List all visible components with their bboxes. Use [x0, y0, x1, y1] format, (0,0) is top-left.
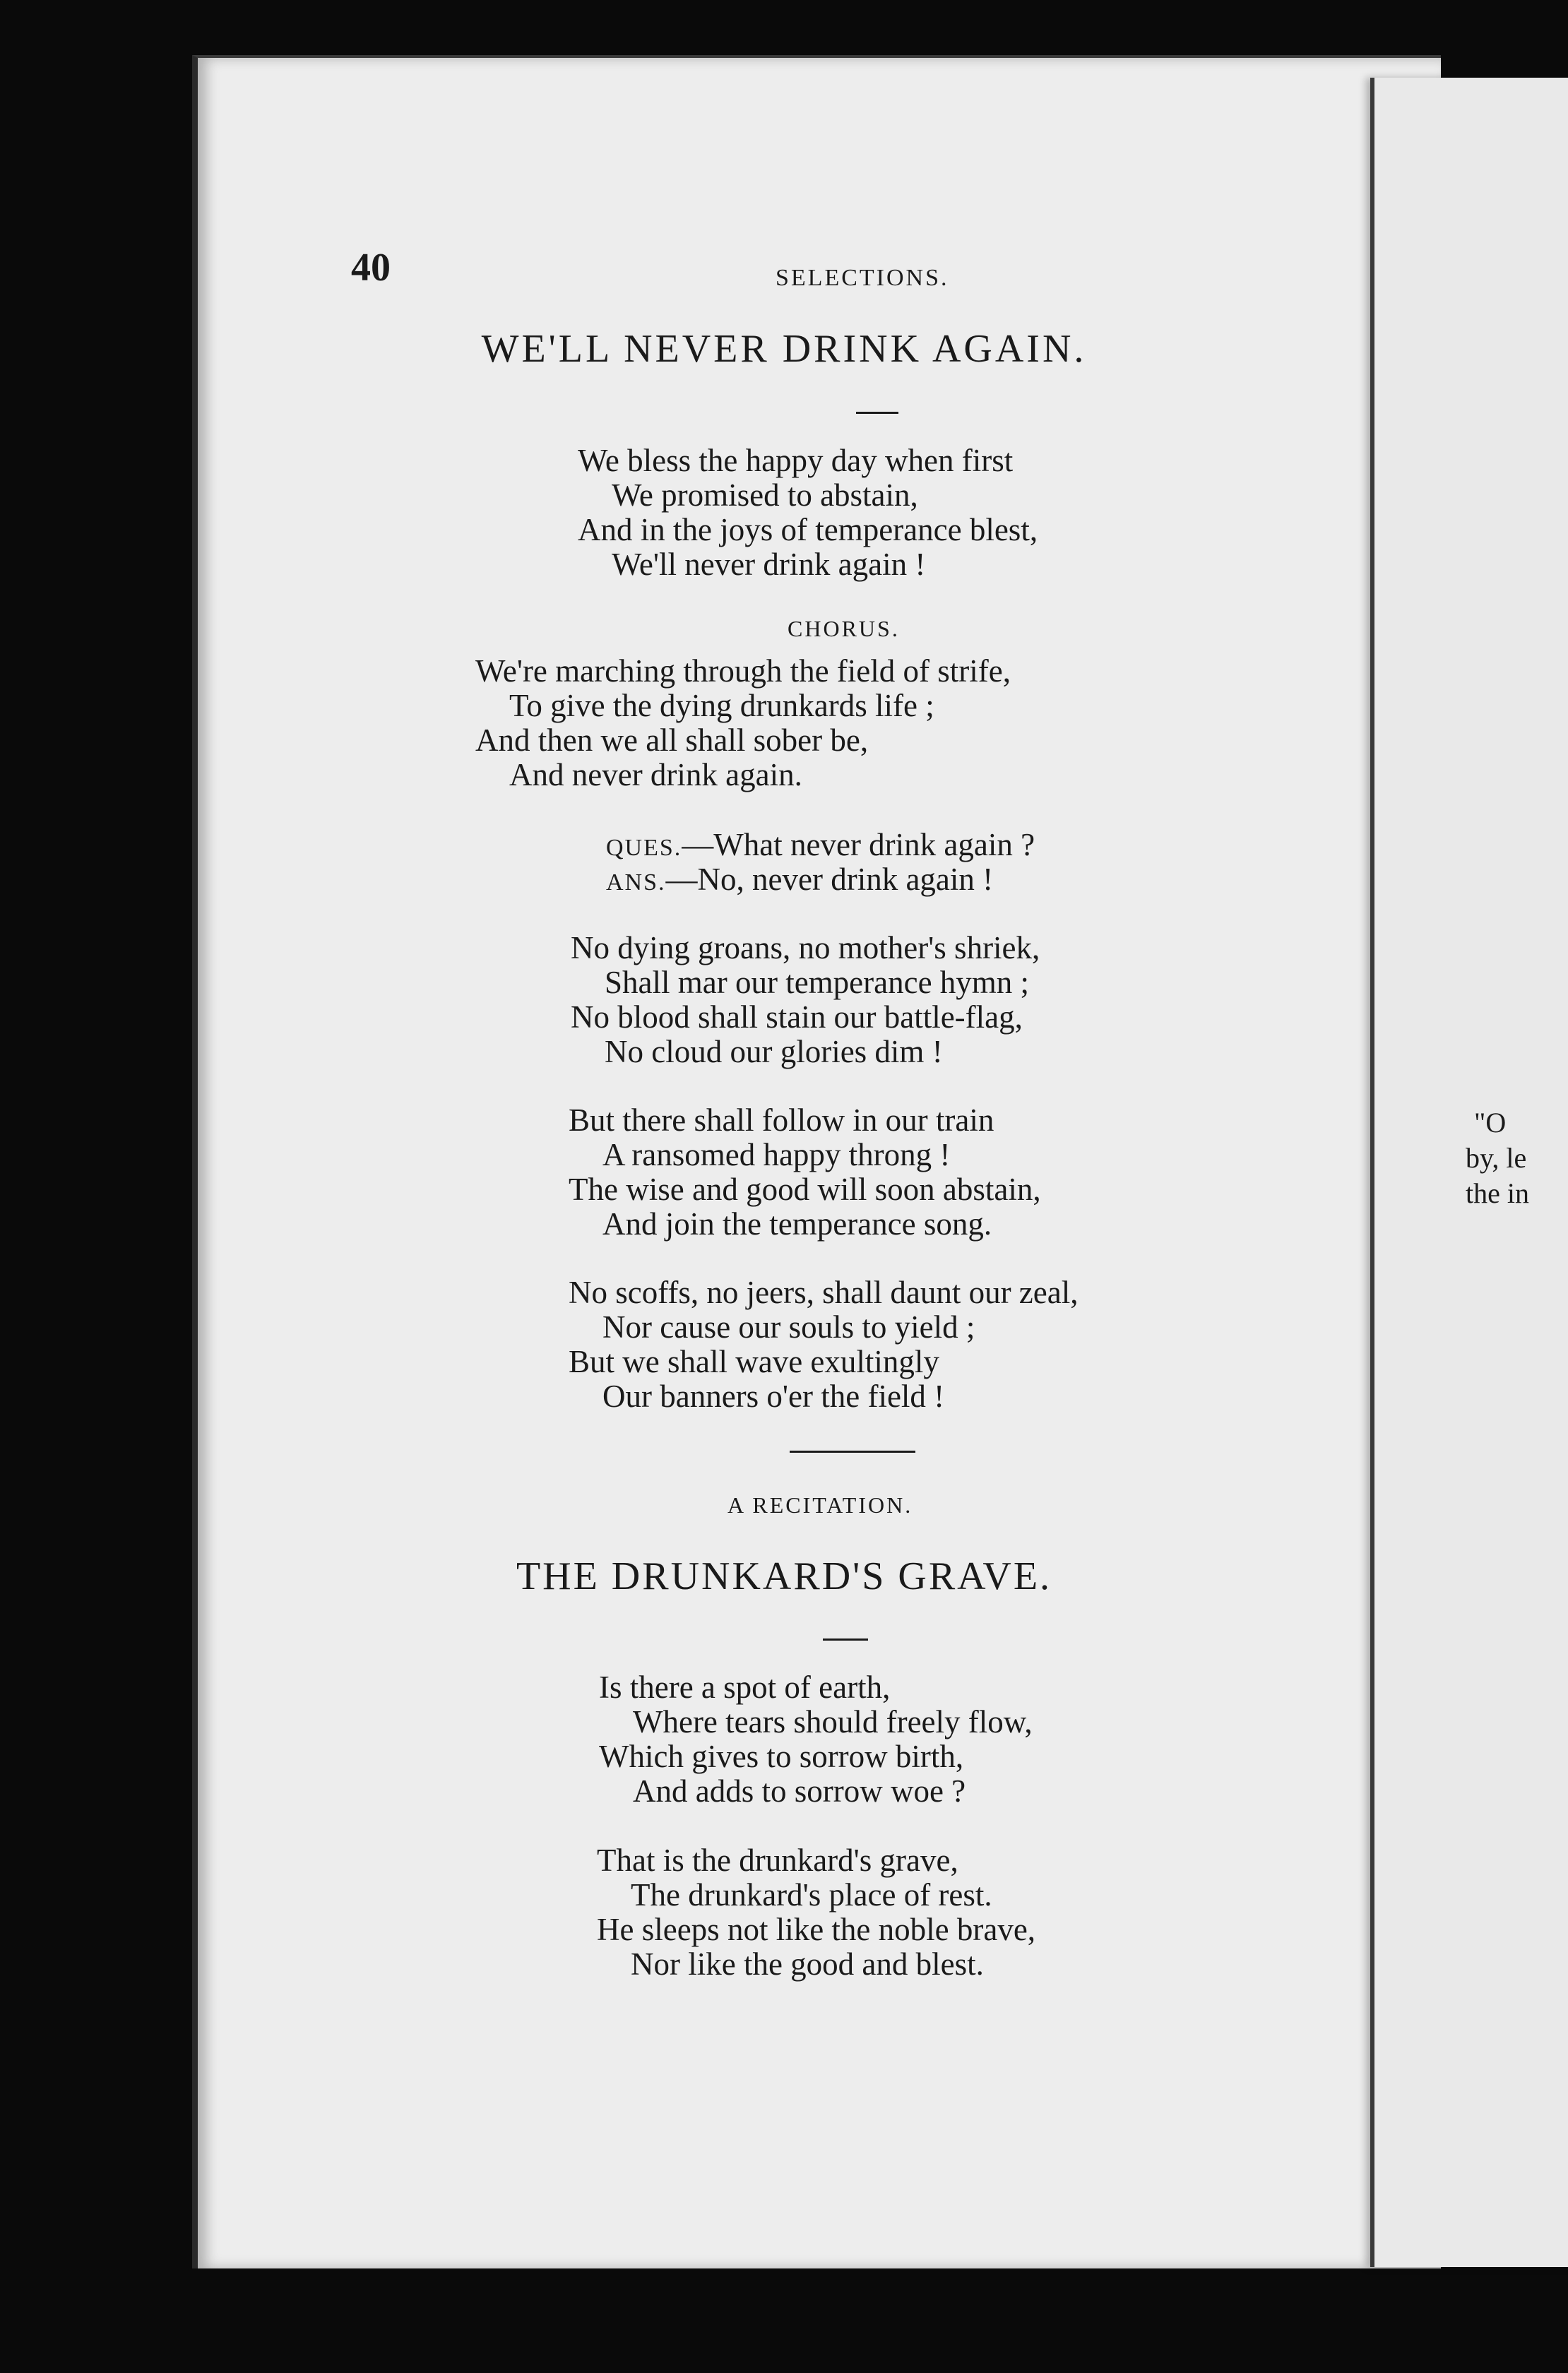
- right-line-2: by, le: [1466, 1142, 1527, 1174]
- page-number: 40: [351, 246, 391, 290]
- poem1-title: WE'LL NEVER DRINK AGAIN.: [481, 327, 1087, 371]
- verse-line: No blood shall stain our battle-flag,: [571, 999, 1023, 1035]
- verse-line: No cloud our glories dim !: [605, 1034, 943, 1069]
- verse-line: Where tears should freely flow,: [633, 1704, 1033, 1739]
- question-text: —What never drink again ?: [682, 827, 1035, 862]
- poem1-stanza-4: [569, 1275, 1078, 1414]
- verse-line: A ransomed happy throng !: [602, 1137, 951, 1172]
- poem2-title: THE DRUNKARD'S GRAVE.: [516, 1554, 1052, 1598]
- answer-line: [606, 862, 1035, 897]
- question-line: [606, 828, 1035, 862]
- answer-label: ANS.: [606, 869, 666, 896]
- verse-line: Our banners o'er the field !: [602, 1379, 945, 1414]
- poem1-question-answer: [606, 828, 1035, 897]
- verse-line: To give the dying drunkards life ;: [509, 688, 934, 723]
- poem2-stanza-1: [599, 1670, 1033, 1809]
- running-head: SELECTIONS.: [776, 265, 949, 291]
- verse-line: Nor like the good and blest.: [631, 1946, 984, 1982]
- question-label: QUES.: [606, 835, 682, 861]
- verse-line: The drunkard's place of rest.: [631, 1877, 992, 1913]
- poem1-stanza-1: [578, 444, 1038, 582]
- verse-line: We promised to abstain,: [612, 477, 918, 513]
- poem1-stanza-2: [571, 931, 1040, 1069]
- title-rule: [856, 412, 898, 414]
- verse-line: Which gives to sorrow birth,: [599, 1739, 964, 1774]
- verse-line: We're marching through the field of strife,: [475, 653, 1011, 689]
- verse-line: We'll never drink again !: [612, 547, 926, 582]
- verse-line: And then we all shall sober be,: [475, 722, 869, 758]
- poem1-stanza-3: [569, 1103, 1041, 1242]
- verse-line: No scoffs, no jeers, shall daunt our zeal,: [569, 1275, 1079, 1310]
- verse-line: Is there a spot of earth,: [599, 1670, 891, 1705]
- verse-line: And adds to sorrow woe ?: [633, 1773, 966, 1809]
- right-line-1: "O: [1474, 1107, 1507, 1138]
- verse-line: That is the drunkard's grave,: [597, 1843, 958, 1878]
- verse-line: Nor cause our souls to yield ;: [602, 1309, 975, 1345]
- answer-text: —No, never drink again !: [665, 862, 994, 897]
- verse-line: No dying groans, no mother's shriek,: [571, 930, 1040, 965]
- recitation-label: A RECITATION.: [727, 1492, 913, 1518]
- chorus-label: CHORUS.: [788, 616, 900, 641]
- right-page-text: [1466, 1105, 1529, 1211]
- title-rule: [823, 1638, 868, 1641]
- verse-line: But there shall follow in our train: [569, 1102, 994, 1138]
- verse-line: He sleeps not like the noble brave,: [597, 1912, 1036, 1947]
- right-line-3: the in: [1466, 1177, 1529, 1209]
- verse-line: The wise and good will soon abstain,: [569, 1172, 1041, 1207]
- verse-line: And never drink again.: [509, 757, 802, 792]
- verse-line: And in the joys of temperance blest,: [578, 512, 1038, 547]
- verse-line: We bless the happy day when first: [578, 443, 1014, 478]
- verse-line: But we shall wave exultingly: [569, 1344, 939, 1379]
- verse-line: Shall mar our temperance hymn ;: [605, 965, 1030, 1000]
- poem1-chorus: [475, 654, 1011, 792]
- verse-line: And join the temperance song.: [602, 1206, 992, 1242]
- section-divider: [790, 1451, 915, 1453]
- poem2-stanza-2: [597, 1843, 1035, 1982]
